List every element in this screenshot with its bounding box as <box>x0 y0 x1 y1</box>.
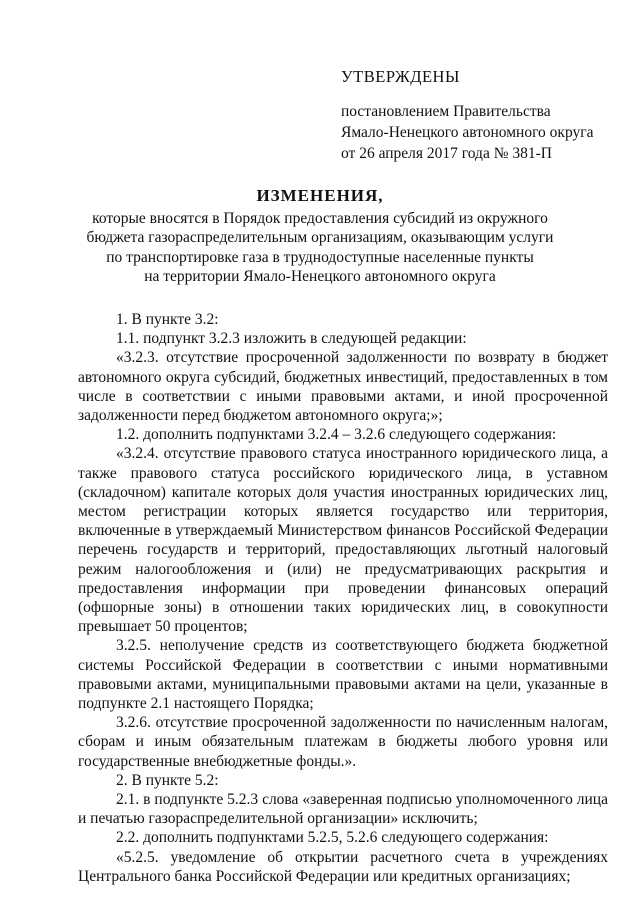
paragraph: 2. В пункте 5.2: <box>116 771 219 789</box>
paragraph: 1.1. подпункт 3.2.3 изложить в следующей редакции: <box>116 330 467 348</box>
paragraph: 1. В пункте 3.2: <box>116 311 219 328</box>
document-title: ИЗМЕНЕНИЯ, <box>256 186 384 205</box>
approval-block <box>341 66 631 164</box>
document-subtitle-line: по транспортировке газа в труднодоступные населенные пункты <box>106 248 534 266</box>
approval-line: постановлением Правительства <box>341 103 551 120</box>
paragraph: 3.2.5. неполучение средств из соответствующего бюджета бюджетной системы Российской Федерации в соответствии с иными нормативными правовыми актами, муниципальными правовыми актами на цели, указанные в подпункте 2.1 настоящего Порядка; <box>78 637 608 713</box>
document-heading <box>78 186 562 287</box>
document-subtitle-line: которые вносятся в Порядок предоставления субсидий из окружного <box>92 209 548 227</box>
paragraph: 1.2. дополнить подпунктами 3.2.4 – 3.2.6 следующего содержания: <box>116 426 557 444</box>
approval-line: Ямало-Ненецкого автономного округа <box>341 124 594 141</box>
paragraph: 2.2. дополнить подпунктами 5.2.5, 5.2.6 следующего содержания: <box>116 829 549 847</box>
approval-title: УТВЕРЖДЕНЫ <box>341 67 460 86</box>
paragraph: 2.1. в подпункте 5.2.3 слова «заверенная подписью уполномоченного лица и печатью газораспределительной организации» исключить; <box>78 791 608 828</box>
paragraph: «3.2.3. отсутствие просроченной задолженности по возврату в бюджет автономного округа субсидий, бюджетных инвестиций, предоставленных в том числе в соответствии с иными правовыми актами, и иной просроченной задолженности перед бюджетом автономного округа;»; <box>78 349 608 425</box>
paragraph: «5.2.5. уведомление об открытии расчетного счета в учреждениях Центрального банка Российской Федерации или кредитных организациях; <box>78 848 608 885</box>
paragraph: 3.2.6. отсутствие просроченной задолженности по начисленным налогам, сборам и иным обязательным платежам в бюджеты любого уровня или государственные внебюджетные фонды.». <box>78 714 608 770</box>
paragraph: «3.2.4. отсутствие правового статуса иностранного юридического лица, а также правового статуса российского юридического лица, в уставном (складочном) капитале которых доля участия иностранных юридических лиц, местом регистрации которых является государство или территория, включенные в утверждаемый Министерством финансов Российской Федерации перечень государств и территорий, предоставляющих льготный налоговый режим налогообложения и (или) не предусматривающих раскрытия и предоставления информации при проведении финансовых операций (офшорные зоны) в отношении таких юридических лиц, в совокупности превышает 50 процентов; <box>78 445 608 636</box>
approval-line: от 26 апреля 2017 года № 381-П <box>341 145 552 162</box>
document-subtitle-line: бюджета газораспределительным организациям, оказывающим услуги <box>86 229 554 246</box>
document-body <box>78 310 608 886</box>
document-subtitle-line: на территории Ямало-Ненецкого автономного округа <box>144 268 496 285</box>
